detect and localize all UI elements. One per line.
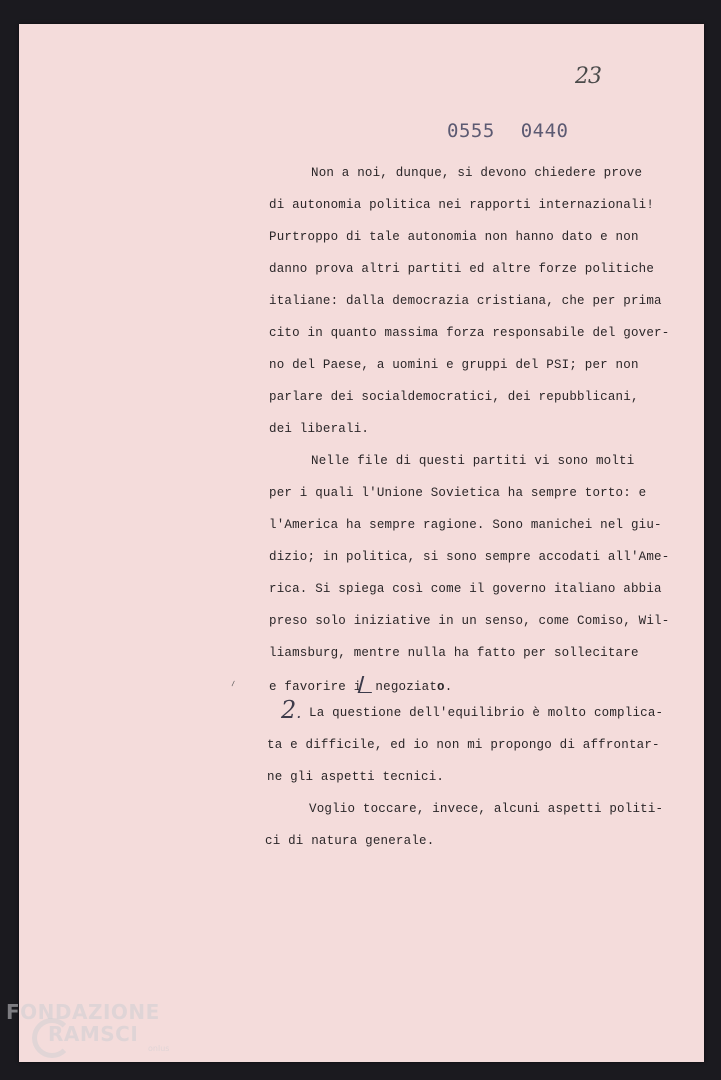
text-line: Purtroppo di tale autonomia non hanno dato e non (269, 230, 639, 244)
archive-stamp-number: 0555 0440 (447, 120, 569, 142)
text-line: ci di natura generale. (265, 834, 435, 848)
handwritten-correction-mark (358, 676, 377, 693)
text-line: danno prova altri partiti ed altre forze politiche (269, 262, 655, 276)
text-line: per i quali l'Unione Sovietica ha sempre torto: e (269, 486, 647, 500)
text-line: parlare dei socialdemocratici, dei repubblicani, (269, 390, 639, 404)
text-line: ta e difficile, ed io non mi propongo di affrontar- (267, 738, 660, 752)
text-line: rica. Si spiega così come il governo italiano abbia (269, 582, 662, 596)
text-line: La questione dell'equilibrio è molto complica- (309, 706, 664, 720)
text-line: no del Paese, a uomini e gruppi del PSI; per non (269, 358, 639, 372)
text-line: preso solo iniziative in un senso, come Comiso, Wil- (269, 614, 670, 628)
handwritten-item-number (281, 696, 301, 724)
text-line: dizio; in politica, si sono sempre accodati all'Ame- (269, 550, 670, 564)
text-line-corrected: e favorire i negoziato. (269, 676, 452, 694)
watermark-line1: FONDAZIONE (6, 1000, 160, 1024)
item-number-digit: 2 (281, 696, 297, 724)
margin-pen-mark: ⸝ (226, 673, 238, 689)
text-line: di autonomia politica nei rapporti internazionali! (269, 198, 655, 212)
text-line: liamsburg, mentre nulla ha fatto per sollecitare (269, 646, 639, 660)
text-line: ne gli aspetti tecnici. (267, 770, 445, 784)
corrected-letter: o (437, 680, 445, 694)
fondazione-gramsci-watermark (6, 998, 186, 1078)
text-line: cito in quanto massima forza responsabile del gover- (269, 326, 670, 340)
handwritten-page-number: 23 (575, 64, 601, 89)
text-line: Voglio toccare, invece, alcuni aspetti politi- (309, 802, 664, 816)
watermark-line2: RAMSCI (48, 1022, 139, 1046)
text-line: italiane: dalla democrazia cristiana, che per prima (269, 294, 662, 308)
line-fragment: e favorire i (269, 680, 362, 694)
watermark-suffix: onlus (148, 1044, 170, 1053)
item-number-dot: . (296, 703, 302, 722)
line-fragment: negoziat (375, 680, 438, 694)
text-line: Nelle file di questi partiti vi sono molti (311, 454, 635, 468)
text-line: dei liberali. (269, 422, 370, 436)
text-line: l'America ha sempre ragione. Sono manichei nel giu- (269, 518, 662, 532)
text-line: Non a noi, dunque, si devono chiedere prove (311, 166, 643, 180)
